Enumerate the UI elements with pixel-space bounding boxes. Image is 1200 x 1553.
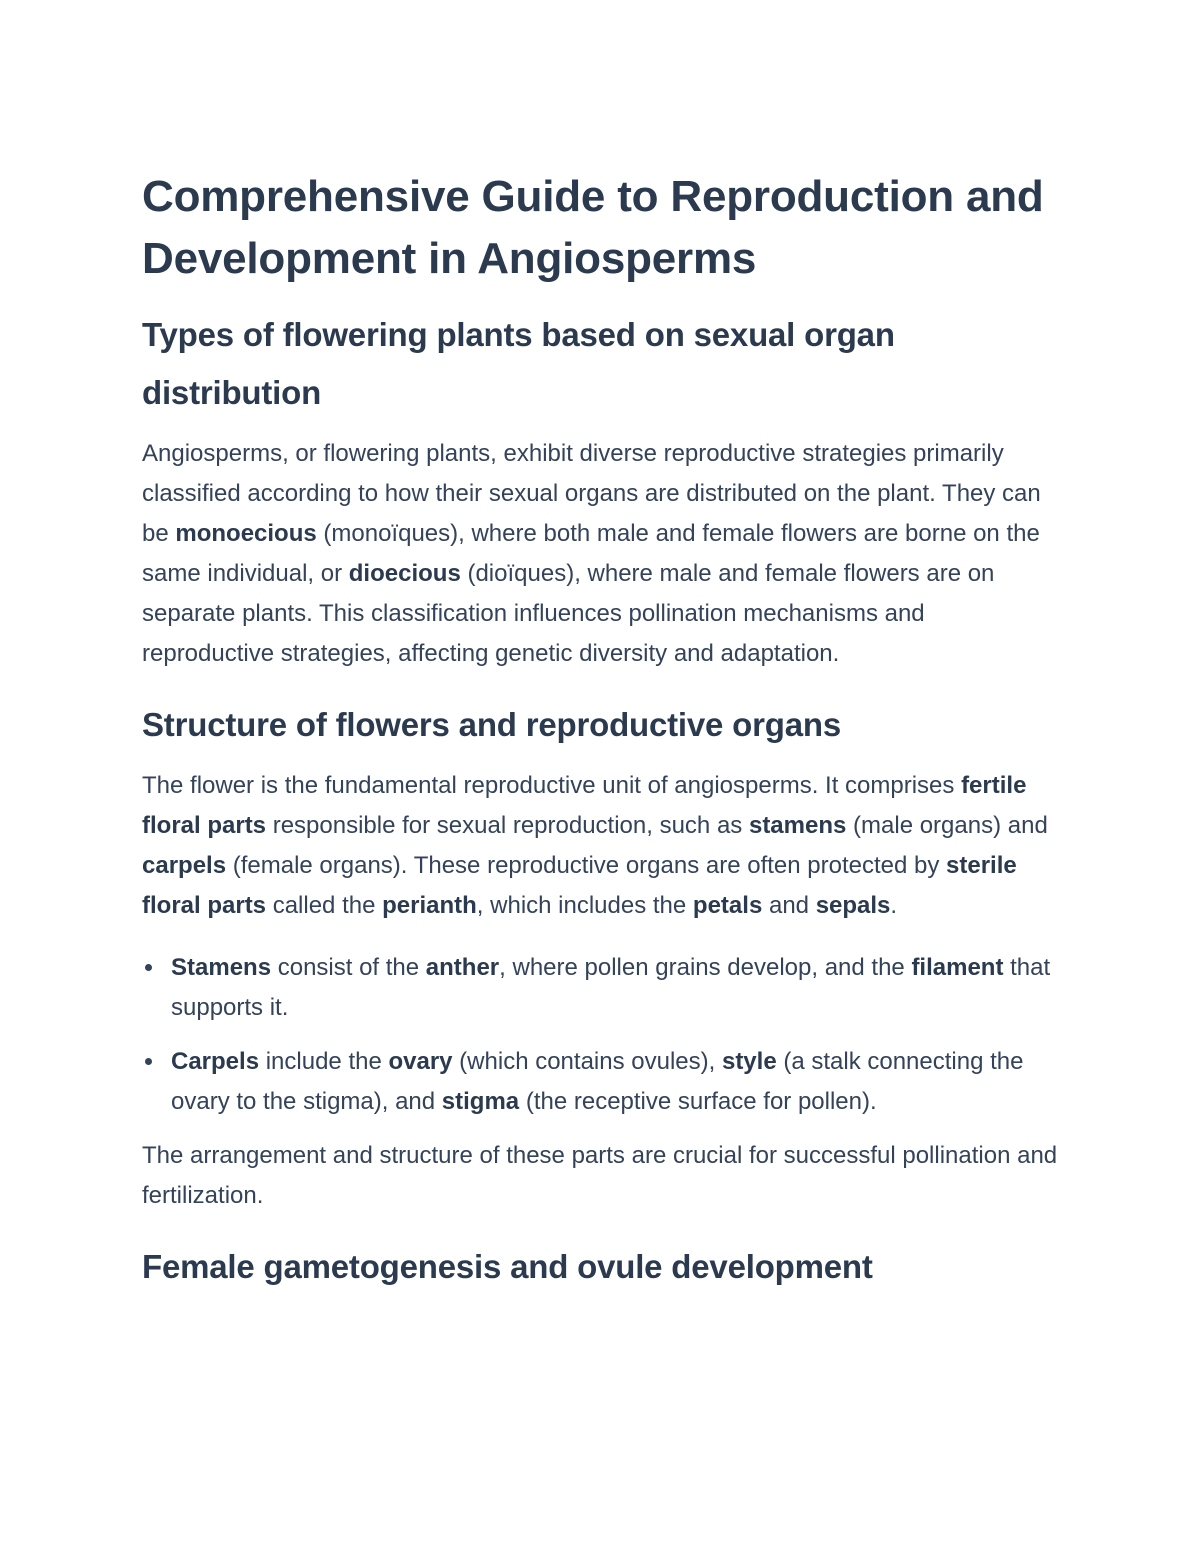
- paragraph-flower-structure: The flower is the fundamental reproductive unit of angiosperms. It comprises fertile floral parts responsible for sexual reproduction, such as stamens (male organs) and carpels (female organs). These reproductive organs are often protected by sterile floral parts called the perianth, which includes the petals and sepals.: [142, 772, 1048, 919]
- paragraph-sexual-organ-distribution: Angiosperms, or flowering plants, exhibit diverse reproductive strategies primarily classified according to how their sexual organs are distributed on the plant. They can be monoecious (monoïques), where both male and female flowers are borne on the same individual, or dioecious (dioïques), where male and female flowers are on separate plants. This classification influences pollination mechanisms and reproductive strategies, affecting genetic diversity and adaptation.: [142, 440, 1041, 667]
- list-item-carpels: Carpels include the ovary (which contains ovules), style (a stalk connecting the ovary to the stigma), and stigma (the receptive surface for pollen).: [142, 1042, 1060, 1122]
- paragraph-arrangement: The arrangement and structure of these parts are crucial for successful pollination and fertilization.: [142, 1142, 1058, 1209]
- document-title: Comprehensive Guide to Reproduction and Development in Angiosperms: [142, 172, 1044, 283]
- section-heading-flower-structure: Structure of flowers and reproductive organs: [142, 706, 841, 743]
- bullet-icon: [145, 964, 152, 971]
- list-item-stamens: Stamens consist of the anther, where pollen grains develop, and the filament that supports it.: [142, 948, 1060, 1028]
- bullet-list-reproductive-organs: [142, 948, 1060, 1122]
- section-heading-plant-types: Types of flowering plants based on sexual organ distribution: [142, 316, 895, 411]
- bullet-icon: [145, 1058, 152, 1065]
- section-heading-female-gametogenesis: Female gametogenesis and ovule development: [142, 1248, 873, 1285]
